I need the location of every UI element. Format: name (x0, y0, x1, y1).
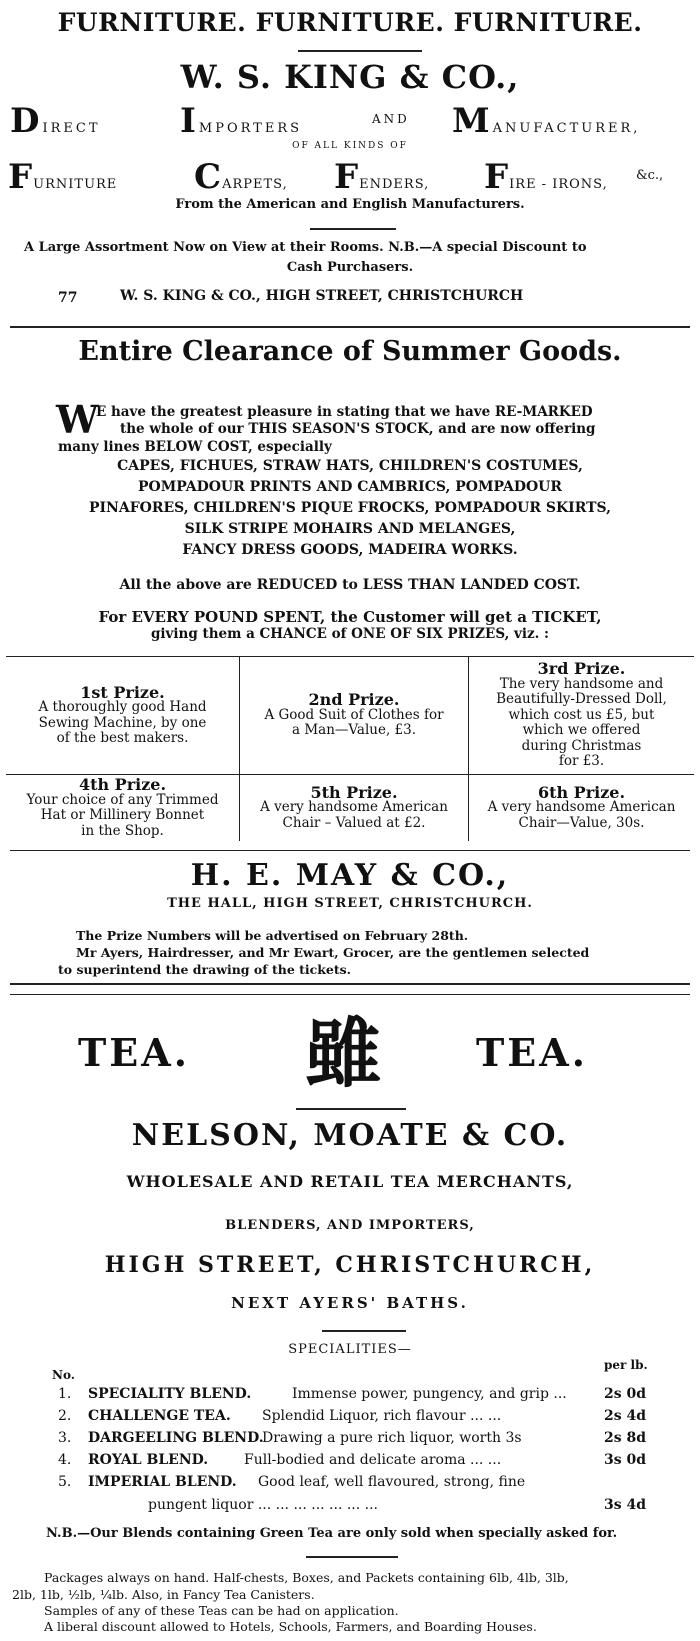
drop-initial: F (484, 157, 510, 197)
tea-street: HIGH STREET, CHRISTCHURCH, (104, 1252, 596, 1278)
word-rest: IRE - IRONS, (509, 177, 608, 192)
speciality-desc: Splendid Liquor, rich flavour ... ... (262, 1408, 502, 1424)
notice-line-1: The Prize Numbers will be advertised on February 28th. (76, 928, 469, 943)
prize-title: 1st Prize. (80, 682, 165, 702)
speciality-price: 3s 0d (604, 1452, 647, 1468)
speciality-price: 2s 4d (604, 1408, 647, 1424)
column-no: No. (52, 1368, 75, 1382)
column-price: per lb. (604, 1358, 648, 1372)
tea-blenders: BLENDERS, AND IMPORTERS, (225, 1218, 475, 1233)
prize-cell-4 (6, 775, 240, 841)
speciality-desc: Full-bodied and delicate aroma ... ... (244, 1452, 502, 1468)
goods-line-1: CAPES, FICHUES, STRAW HATS, CHILDREN'S COSTUMES, (117, 458, 583, 474)
prize-cell-2 (240, 657, 469, 775)
furniture-source: From the American and English Manufacturers. (175, 197, 525, 212)
packages-line-1: Packages always on hand. Half-chests, Boxes, and Packets containing 6lb, 4lb, 3lb, (44, 1570, 569, 1585)
speciality-row (0, 1452, 700, 1474)
speciality-row (0, 1474, 700, 1496)
prize-cell-3 (469, 657, 694, 775)
section-divider (10, 850, 690, 851)
prize-desc: The very handsome and (499, 675, 664, 692)
reduced-notice: All the above are REDUCED to LESS THAN LANDED COST. (119, 577, 581, 593)
speciality-desc: Drawing a pure rich liquor, worth 3s (262, 1430, 522, 1446)
speciality-name: ROYAL BLEND. (88, 1452, 209, 1468)
speciality-desc: Immense power, pungency, and grip ... (292, 1386, 567, 1402)
discount-line: A liberal discount allowed to Hotels, Schools, Farmers, and Boarding Houses. (44, 1619, 537, 1634)
speciality-number: 4. (58, 1452, 72, 1468)
carpets-word (194, 157, 288, 197)
drop-initial: F (334, 157, 360, 197)
prize-desc: of the best makers. (56, 730, 189, 746)
word-rest: IRECT (42, 121, 101, 136)
section-divider (10, 983, 690, 985)
prize-cell-6 (469, 775, 694, 841)
furniture-word (8, 157, 118, 197)
speciality-row (0, 1430, 700, 1452)
speciality-desc: pungent liquor ... ... ... ... ... ... ... (148, 1497, 378, 1513)
word-rest: ARPETS, (222, 177, 288, 192)
furniture-firm-name: W. S. KING & CO., (180, 58, 520, 96)
section-divider (10, 994, 690, 995)
prize-table (6, 656, 694, 841)
speciality-price: 3s 4d (604, 1497, 647, 1513)
goods-line-2: POMPADOUR PRINTS AND CAMBRICS, POMPADOUR (137, 479, 563, 495)
fire-irons-word (484, 157, 608, 197)
intro-line-1: E have the greatest pleasure in stating that we have RE-MARKED (96, 404, 593, 420)
manufacturer-word (452, 101, 641, 141)
drop-initial: I (180, 101, 199, 141)
samples-line: Samples of any of these Teas can be had on application. (44, 1603, 399, 1618)
speciality-price: 2s 0d (604, 1386, 647, 1402)
intro-line-2: the whole of our THIS SEASON'S STOCK, and are now offering (120, 421, 596, 437)
clearance-address: THE HALL, HIGH STREET, CHRISTCHURCH. (167, 896, 533, 911)
green-tea-note: N.B.—Our Blends containing Green Tea are only sold when specially asked for. (46, 1526, 618, 1541)
divider (306, 1556, 398, 1558)
speciality-number: 3. (58, 1430, 72, 1446)
speciality-desc: Good leaf, well flavoured, strong, fine (258, 1474, 526, 1490)
notice-line-2: Mr Ayers, Hairdresser, and Mr Ewart, Grocer, are the gentlemen selected (76, 945, 590, 960)
drop-initial: C (194, 157, 223, 197)
speciality-number: 2. (58, 1408, 72, 1424)
ticket-line-1: For EVERY POUND SPENT, the Customer will get a TICKET, (98, 608, 602, 626)
intro-initial: W (56, 397, 99, 442)
direct-importers-line (10, 101, 101, 141)
word-rest: URNITURE (33, 177, 118, 192)
tea-left-heading: TEA. (78, 1030, 190, 1075)
clearance-headline: Entire Clearance of Summer Goods. (78, 336, 622, 367)
speciality-name: SPECIALITY BLEND. (88, 1386, 252, 1402)
prize-desc: a Man—Value, £3. (291, 722, 417, 739)
speciality-name: CHALLENGE TEA. (88, 1408, 231, 1424)
prize-desc: Your choice of any Trimmed (26, 791, 219, 808)
speciality-name: IMPERIAL BLEND. (88, 1474, 237, 1490)
prize-desc: in the Shop. (81, 822, 164, 839)
word-rest: ANUFACTURER, (492, 121, 641, 136)
goods-line-5: FANCY DRESS GOODS, MADEIRA WORKS. (182, 542, 518, 558)
drop-initial: M (452, 101, 493, 141)
speciality-row (0, 1408, 700, 1430)
prize-cell-1 (6, 657, 240, 775)
of-all-kinds: OF ALL KINDS OF (292, 141, 408, 151)
speciality-row-cont (0, 1497, 700, 1519)
ticket-line-2: giving them a CHANCE of ONE OF SIX PRIZES, viz. : (150, 626, 550, 642)
drop-initial: D (10, 101, 43, 141)
divider (298, 50, 422, 52)
prize-desc: Chair – Valued at £2. (282, 814, 426, 831)
divider (310, 228, 396, 230)
assortment-notice: A Large Assortment Now on View at their Rooms. N.B.—A special Discount to (24, 240, 587, 255)
furniture-header: FURNITURE. FURNITURE. FURNITURE. (57, 8, 643, 37)
prize-desc: A thoroughly good Hand (38, 699, 207, 715)
prize-desc: Beautifully-Dressed Doll, (496, 691, 667, 708)
prize-desc: which cost us £5, but (508, 706, 655, 723)
prize-desc: Sewing Machine, by one (38, 714, 207, 731)
prize-title: 4th Prize. (78, 775, 167, 794)
drop-initial: F (8, 157, 34, 197)
and-word: AND (372, 112, 410, 126)
etc-word: &c., (636, 168, 664, 183)
goods-line-3: PINAFORES, CHILDREN'S PIQUE FROCKS, POMPADOUR SKIRTS, (88, 500, 612, 516)
speciality-number: 5. (58, 1474, 72, 1490)
prize-desc: A very handsome American (487, 799, 676, 816)
divider (296, 1108, 406, 1110)
speciality-price: 2s 8d (604, 1430, 647, 1446)
clearance-firm-name: H. E. MAY & CO., (190, 858, 510, 893)
ad-reference-number: 77 (58, 290, 78, 306)
prize-desc: A Good Suit of Clothes for (264, 706, 444, 723)
prize-desc: A very handsome American (260, 799, 448, 816)
speciality-number: 1. (58, 1386, 72, 1402)
specialities-heading: SPECIALITIES— (288, 1342, 412, 1357)
speciality-row (0, 1386, 700, 1408)
prize-desc: Chair—Value, 30s. (518, 814, 645, 831)
assortment-notice-cont: Cash Purchasers. (286, 260, 414, 275)
prize-title: 2nd Prize. (308, 690, 400, 710)
tea-emblem: 雖 (305, 1009, 381, 1098)
word-rest: ENDERS, (359, 177, 430, 192)
notice-line-3: to superintend the drawing of the tickets. (58, 962, 352, 977)
importers-word (180, 101, 303, 141)
prize-title: 5th Prize. (310, 782, 398, 802)
tea-right-heading: TEA. (476, 1030, 588, 1075)
prize-desc: Hat or Millinery Bonnet (40, 807, 205, 823)
divider (322, 1330, 406, 1332)
fenders-word (334, 157, 430, 197)
section-divider (10, 326, 690, 328)
tea-next-to: NEXT AYERS' BATHS. (231, 1294, 469, 1312)
goods-line-4: SILK STRIPE MOHAIRS AND MELANGES, (184, 521, 516, 537)
packages-line-2: 2lb, 1lb, ½lb, ¼lb. Also, in Fancy Tea Canisters. (12, 1587, 315, 1602)
speciality-name: DARGEELING BLEND. (88, 1430, 264, 1446)
prize-desc: during Christmas (521, 737, 642, 754)
prize-title: 3rd Prize. (537, 659, 626, 679)
word-rest: MPORTERS (198, 121, 303, 136)
furniture-address: W. S. KING & CO., HIGH STREET, CHRISTCHURCH (120, 288, 524, 304)
intro-line-3: many lines BELOW COST, especially (58, 439, 332, 455)
tea-firm-name: NELSON, MOATE & CO. (131, 1118, 569, 1153)
prize-title: 6th Prize. (537, 782, 626, 802)
prize-desc: for £3. (558, 753, 605, 770)
tea-trade: WHOLESALE AND RETAIL TEA MERCHANTS, (126, 1172, 574, 1191)
prize-desc: which we offered (522, 722, 641, 739)
prize-cell-5 (240, 775, 469, 841)
